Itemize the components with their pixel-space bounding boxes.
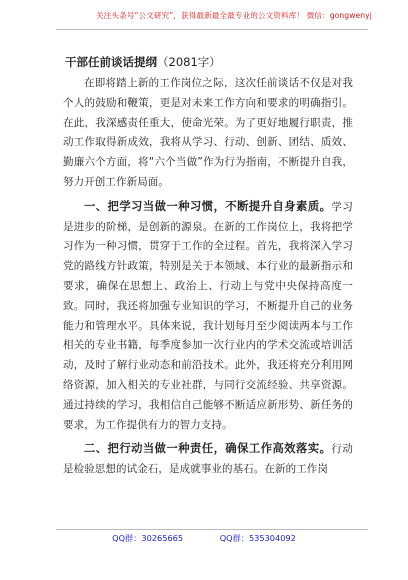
title-text: 干部任前谈话提纲 xyxy=(65,55,157,69)
paragraph-text: 学习是进步的阶梯，是创新的源泉。在新的工作岗位上，我将把学习作为一种习惯，贯穿于工作的全过程。首先，我将深入学习党的路线方针政策，特别是关于本领域、本行业的最新指示和要求，确保在思想上、政治上、行动上与党中央保持高度一致。同时，我还将加强专业知识的学习，不断提升自己的业务能力和管理水平。具体来说，我计划每月至少阅读两本与工作相关的专业书籍，每季度参加一次行业内的学术交流或培训活动，及时了解行业动态和前沿技术。此外，我还将充分利用网络资源，加入相关的专业社群，与同行交流经验、共享资源。通过持续的学习，我相信自己能够不断适应新形势、新任务的要求，为工作提供有力的智力支持。 xyxy=(63,200,353,431)
header-divider xyxy=(56,29,368,30)
header-promo-text: 关注头条号“公文研究”，获得最新最全最专业的公文资料库！ xyxy=(95,11,305,20)
word-count: （2081字） xyxy=(157,55,221,69)
qq-group-2: QQ群：535304092 xyxy=(219,533,296,543)
footer-divider xyxy=(56,529,368,530)
paragraph-text: 行动是检验思想的试金石，是成就事业的基石。在新的工作岗 xyxy=(63,443,353,476)
intro-paragraph xyxy=(63,74,353,193)
section-paragraph-action xyxy=(63,439,353,480)
section-heading: 一、把学习当做一种习惯，不断提升自身素质。 xyxy=(84,199,332,213)
qq-group-1: QQ群：30265665 xyxy=(112,533,184,543)
section-heading: 二、把行动当做一种责任，确保工作高效落实。 xyxy=(84,442,332,456)
document-body xyxy=(63,74,353,480)
header-wechat-text: 微信：gongwenyj xyxy=(306,11,372,20)
paragraph-text: 在即将踏上新的工作岗位之际，这次任前谈话不仅是对我个人的鼓励和鞭策，更是对未来工作方向和要求的明确指引。在此，我深感责任重大，使命光荣。为了更好地履行职责，推动工作取得新成效，我将从学习、行动、创新、团结、质效、勤廉六个方面，将“六个当做”作为行为指南，不断提升自我，努力开创工作新局面。 xyxy=(63,77,353,188)
footer xyxy=(0,533,408,544)
header-note xyxy=(96,11,372,21)
section-paragraph-study xyxy=(63,197,353,436)
document-title xyxy=(65,55,221,69)
